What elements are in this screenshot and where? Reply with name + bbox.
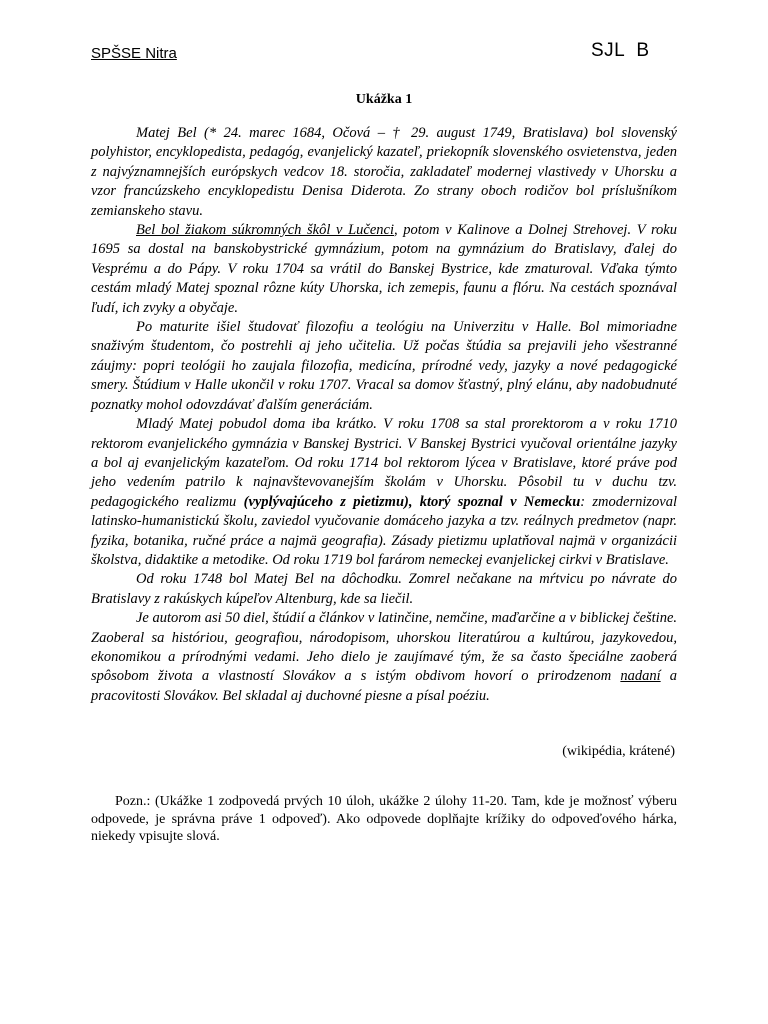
paragraph-1: Matej Bel (* 24. marec 1684, Očová – † 29. august 1749, Bratislava) bol slovenský polyhistor, encyklopedista, pedagóg, evanjelický kazateľ, priekopník slovenského osvietenstva, jeden z najvýznamnejších európskych vedcov 18. storočia, zakladateľ modernej vlastivedy v Uhorsku a vzor francúzskeho encyklopedistu Denisa Diderota. Zo strany oboch rodičov bol príslušníkom zemianskeho stavu.: [91, 125, 677, 219]
paragraph-3: Po maturite išiel študovať filozofiu a teológiu na Univerzitu v Halle. Bol mimoriadne snaživým študentom, čo postrehli aj jeho učitelia. Už počas štúdia sa prejavili jeho všestranné záujmy: popri teológii ho zaujala filozofia, medicína, prírodné vedy, jazyky a nové pedagogické smery. Štúdium v Halle ukončil v roku 1707. Vracal sa domov šťastný, plný elánu, aby nadobudnuté poznatky mohol odovzdávať ďalším generáciám.: [91, 319, 677, 413]
school-name: SPŠSE Nitra: [91, 45, 177, 62]
paragraph-6-end: a pracovitosti Slovákov. Bel skladal aj duchovné piesne a písal poéziu.: [91, 668, 678, 704]
paragraph-4-start: Mladý Matej pobudol doma iba krátko. V roku 1708 sa stal prorektorom a v roku 1710 rektorom evanjelického gymnázia v Banskej Bystrici. V Banskej Bystrici vyučoval orientálne jazyky a bol aj evanjelickým kazateľom. Od roku 1714 bol rektorom lýcea v Bratislave, ktoré práve pod jeho vedením patrilo k najnavštevovanejším školám v Uhorsku. Pôsobil tu v duchu tzv. pedagogického realizmu: [91, 416, 677, 510]
article-body: [91, 124, 677, 706]
subject-label: SJL B: [591, 40, 650, 61]
bold-phrase: (vyplývajúceho z pietizmu), ktorý spoznal v Nemecku: [243, 493, 581, 510]
instructions-note: Pozn.: (Ukážke 1 zodpovedá prvých 10 úloh, ukážke 2 úlohy 11-20. Tam, kde je možnosť výberu odpovede, je správna práve 1 odpoveď). Ako odpovede doplňajte krížiky do odpoveďového hárka, niekedy vpisujte slová.: [91, 794, 677, 844]
paragraph-6: [91, 609, 677, 706]
paragraph-5: Od roku 1748 bol Matej Bel na dôchodku. Zomrel nečakane na mŕtvicu po návrate do Bratislavy z rakúskych kúpeľov Altenburg, kde sa liečil.: [91, 571, 677, 607]
paragraph-6-start: Je autorom asi 50 diel, štúdií a článkov v latinčine, nemčine, maďarčine a v biblickej češtine. Zaoberal sa históriou, geografiou, národopisom, uhorskou literatúrou a kultúrou, jazykovedou, ekonomikou a prírodnými vedami. Jeho dielo je zaujímavé tým, že sa často špeciálne zaoberá spôsobom života a vlastností Slovákov a s istým obdivom hovorí o prirodzenom: [91, 610, 678, 685]
source-citation: (wikipédia, krátené): [562, 744, 675, 759]
paragraph-2: [91, 221, 677, 318]
paragraph-4: [91, 415, 677, 570]
document-title: Ukážka 1: [355, 92, 413, 107]
underlined-word: nadaní: [620, 668, 661, 685]
paragraph-4-end: : zmodernizoval latinsko-humanistickú školu, zaviedol vyučovanie domáceho jazyka a tzv. reálnych predmetov (napr. fyzika, botanika, ručné práce a najmä geografia). Zásady pietizmu uplatňoval najmä v organizácii školstva, didaktike a metodike. Od roku 1719 bol farárom nemeckej evanjelickej cirkvi v Bratislave.: [91, 493, 677, 568]
underlined-phrase: Bel bol žiakom súkromných škôl v Lučenci: [136, 222, 394, 239]
paragraph-2-text: , potom v Kalinove a Dolnej Strehovej. V roku 1695 sa dostal na banskobystrické gymnázium, potom na gymnázium do Bratislavy, ďalej do Vesprému a do Pápy. V roku 1704 sa vrátil do Banskej Bystrice, kde zmaturoval. Vďaka týmto cestám mladý Matej spoznal rôzne kúty Uhorska, ich zemepis, faunu a flóru. Na cestách spoznával ľudí, ich zvyky a obyčaje.: [91, 222, 677, 316]
